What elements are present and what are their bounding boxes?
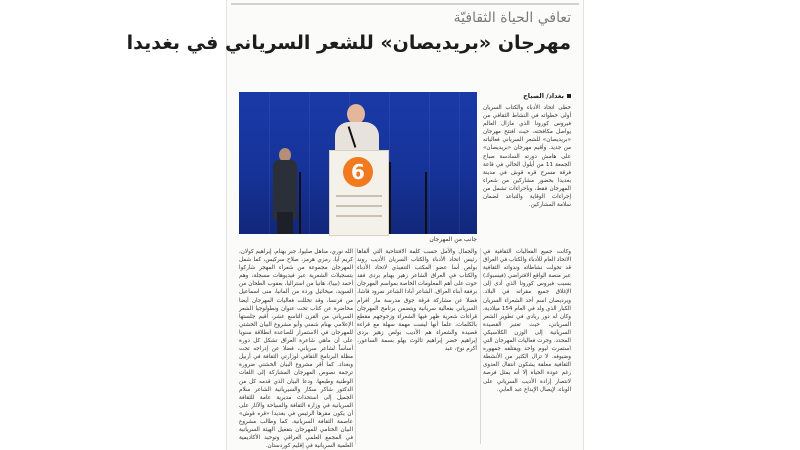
newspaper-page — [126, 0, 584, 450]
podium-stripe — [336, 215, 382, 217]
column-divider — [355, 248, 356, 444]
backdrop-stripe — [429, 92, 430, 234]
podium-stripe — [336, 195, 382, 197]
mic-stand — [299, 172, 301, 234]
podium-stripe — [336, 205, 382, 207]
top-rule — [231, 3, 579, 5]
podium — [329, 150, 389, 236]
byline — [481, 92, 571, 100]
article-column-1: وكانت جميع الفعاليات الثقافية في الاتحاد العام للأدباء والكتاب في العراق قد تحولت نشاطاته وندواته الثقافية عبر منصة الواقع الافتراضي (فيسبوك) بسبب فيروس كورونا الذي أدى إلى الإغلاق جميع مقراته في البلاد. ويرديصان اسم أحد الشعراء السريان الكبار الذي ولد في العام 154 ميلادية، وكان له دور ريادي في تطوير الشعر السرياني، حيث تعتبر القصيدة السريانية إلى الوزن الكلاسيكي المحدد. وجرت فعاليات المهرجان التي استمرت ليوم واحد ويقتلفه جمهوره وضيوفه. لا تزال الكثير من الأنشطة الثقافية معلقة يشكون انتقال العدوى رغم عودة الحياة إلا أنه يمثل فرصة لانتصار إرادة الأديب السرياني على الوباء، لإيصال الإبداع عبد العابي. — [483, 249, 571, 393]
standing-person-body — [273, 160, 297, 220]
speaker-head — [347, 104, 365, 124]
article-column-2: والجمال والأمل حسب كلمة الافتتاحية التي ألقاها رئيس اتحاد الأدباء والكتاب السريان الأديب روند بولص أسا عضو المكتب التنفيذي لاتحاد الأدباء والكتاب في العراق الشاعر زهير بهنام بردى فقد حوت على أهم المعلومات الخاصة بمواسم المهرجان برفقة أبناء العراق. الشاعر أبادا الشاعر نمرود قاشا، فضلا عن مشاركة فرقة جوق مدرسة مار افرام السرياني بفعالية سريانية ويتضمن برنامج المهرجان قراءات شعرية ظهر فيها الشعراء وزجوجهم مقطع بالكلمات، علما أنها ليست مهمة سهلة مع قراءة قصيدة والشعراء هم الأديب بولص زهير بردى إبراهيم خضر إبراهيم ثالوث بهلو بسمة الساعور، أكرم نوح، عبد — [357, 249, 477, 353]
section-kicker: تعافي الحياة الثقافيّة — [453, 10, 571, 26]
column-divider — [480, 248, 481, 444]
article-column-3: الله نوري، مناهل صليوا، جبر بهنام، إبراهيم كولان، كريم أيا، رمزي هرمز، صلاح سركيس، كما شمل المهرجان مجموعة من شعراء المهجر شاركوا بتسجيلات الشعرية عبر فيديوهات مسجلة، وهم أحمد (بيبا)، هانيا من استراليا، بعفوب الطحان من السويد، ميخائيل وردة من ألمانيا، منى اسماعيل من فرنسا، وقد تخللت فعاليات المهرجان أيضا محاضرة عن كتاب تحت عنوان ونطولوجيا الشعر السرياني من القرن التاسع عشر، أقيم جلستها الإعلامي بهنام شمني وأبو مشروع البيان الخشتي للمهرجان في الاستمرار للصاعدة انطلاقة سنويا على أن ماهي شاعرة العراق تشكل كل دورة أساساً لشاعر سرياني، فضلا عن إدراجه تحت مظلة البرنامج الثقافي لوزارتي الثقافة في أربيل وبغداد. كما أقر مشروع البيان الخشتي ضرورة ترجمة نصوص المهرجان المشاركة إلى اللغات الوطنية وطبعها. ودعا البيان الذي قدمه كل من الدكتور شاكر سكار والسيريانية الشاعر سلام الجميل إلى استحداث مديرية عامة للثقافة السريانية في وزارة الثقافة والسياحة والآثار على أن يكون مقرها الرئيس في بغديدا «قره قوش» عاصمة الثقافة السريانية. كما وطالب مشروع البيان الختامي للمهرجان بتفعيل الهيئة السريانية في المجمع العلمي العراقي وتوحيد الأكاديمية العلمية السريانية في إقليم كوردستان. — [239, 249, 353, 450]
byline-text: بغداد/ الصباح — [523, 92, 564, 100]
backdrop-stripe — [459, 92, 460, 234]
mic-stand — [425, 172, 427, 234]
article-headline: مهرجان «بريديصان» للشعر السرياني في بغديدا — [126, 32, 571, 54]
backdrop-stripe — [309, 92, 310, 234]
standing-person-legs — [277, 212, 293, 234]
mic-stand — [389, 162, 391, 234]
photo-caption: جانب من المهرجان — [429, 236, 477, 243]
article-photo — [239, 92, 477, 234]
podium-number-badge: 6 — [343, 157, 373, 187]
article-column-1-top: خطى اتحاد الأدباء والكتاب السريان أولى خطواته في النشاط الثقافي من فيروس كورونا الذي مازال العالم يواصل مكافحته، حيث افتتح مهرجان «بريديصان» للشعر السرياني فعالياته من جديد. وأقيم مهرجان «بريديصان» على هامش دورته السادسة صباح الجمعة 11 من أيلول الحالي في قاعة فرقة مسرح قره قوش في مدينة بغديدا بحضور مشاركين من شعراء المهرجان فقط، وباحراءات تشمل من إجراءات الوقاية والتباعد لضمان سلامة المشاركين. — [483, 105, 571, 209]
backdrop-stripe — [269, 92, 270, 234]
